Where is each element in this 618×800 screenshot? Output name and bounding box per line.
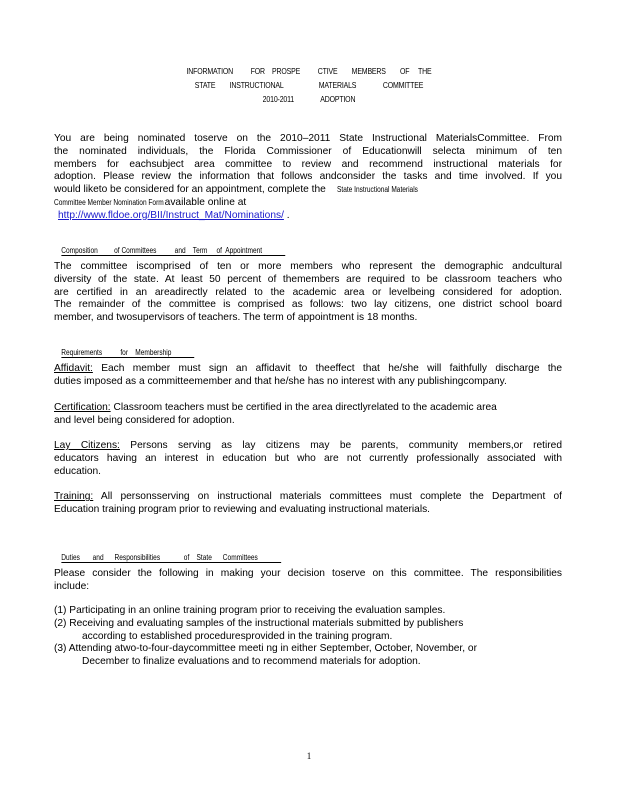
certification-label: Certification: bbox=[54, 402, 111, 413]
section-heading-composition bbox=[54, 237, 285, 264]
certification-line: and level being considered for adoption. bbox=[54, 414, 235, 426]
section-heading-text: Duties and Responsibilities of State Committees bbox=[61, 553, 280, 563]
lay-citizens-line: education. bbox=[54, 465, 102, 477]
affidavit-line bbox=[54, 363, 562, 376]
lay-citizens-paragraph bbox=[54, 440, 562, 478]
intro-line: the nominated individuals, the Florida Commissioner of Educationwill selecta minimum of ten bbox=[54, 145, 562, 157]
intro-line: adoption. Please review the information that follows andconsider the tasks and time involved. If you bbox=[54, 171, 562, 183]
lay-citizens-line: educators having an interest in education but who are not currently professionally associated with bbox=[54, 452, 562, 464]
form-name-text: State Instructional Materials bbox=[336, 185, 418, 195]
affidavit-line: duties imposed as a committeemember and that he/she has no interest with any publishingcompany. bbox=[54, 375, 507, 387]
document-title-line-2: STATE INSTRUCTIONAL MATERIALS COMMITTEE bbox=[194, 80, 424, 90]
affidavit-label: Affidavit: bbox=[54, 363, 93, 374]
list-item: (3) Attending atwo-to-four-daycommittee meeti ng in either September, October, November, or bbox=[54, 643, 477, 655]
intro-text: would liketo be considered for an appointment, complete the bbox=[54, 184, 326, 196]
certification-line bbox=[54, 402, 562, 415]
duties-line: Please consider the following in making your decision toserve on this committee. The responsibilities bbox=[54, 568, 562, 579]
composition-line: diversity of the state. At least 50 percent of themembers are required to be classroom teachers who bbox=[54, 273, 562, 285]
document-title-line-1: INFORMATION FOR PROSPE CTIVE MEMBERS OF THE bbox=[186, 66, 432, 76]
training-line: Education training program prior to reviewing and evaluating instructional materials. bbox=[54, 503, 431, 515]
intro-paragraph bbox=[54, 133, 562, 223]
composition-line: member, and twosupervisors of teachers. The term of appointment is 18 months. bbox=[54, 312, 418, 324]
composition-line: The remainder of the committee is comprised as follows: two lay citizens, one district school board bbox=[54, 299, 562, 311]
training-paragraph bbox=[54, 491, 562, 517]
section-heading-duties bbox=[54, 544, 281, 571]
list-item: (1) Participating in an online training program prior to receiving the evaluation samples. bbox=[54, 605, 446, 616]
page-number: 1 bbox=[306, 751, 312, 761]
responsibilities-list bbox=[54, 605, 562, 669]
affidavit-paragraph bbox=[54, 363, 562, 389]
list-item-continuation: December to finalize evaluations and to recommend materials for adoption. bbox=[82, 656, 421, 668]
intro-line bbox=[54, 184, 562, 197]
duties-paragraph bbox=[54, 568, 562, 594]
document-title-line-3: 2010-2011 ADOPTION bbox=[262, 94, 356, 104]
certification-paragraph bbox=[54, 402, 562, 428]
intro-line: members for eachsubject area committee to review and recommend instructional materials for bbox=[54, 158, 562, 170]
section-heading-text: Composition of Committees and Term of Appointment bbox=[61, 246, 285, 256]
intro-text: available online at bbox=[164, 196, 247, 208]
duties-line: include: bbox=[54, 580, 90, 592]
link-trailing-period: . bbox=[286, 209, 290, 221]
composition-line: The committee iscomprised of ten or more members who represent the demographic andcultural bbox=[54, 261, 562, 272]
composition-paragraph bbox=[54, 261, 562, 325]
nominations-link[interactable]: http://www.fldoe.org/BII/Instruct_Mat/Nominations/ bbox=[58, 209, 284, 221]
form-name-text: Committee Member Nomination Form bbox=[54, 197, 164, 207]
lay-citizens-line bbox=[54, 440, 562, 453]
training-label: Training: bbox=[54, 491, 94, 502]
section-heading-text: Requirements for Membership bbox=[61, 348, 194, 358]
training-line bbox=[54, 491, 562, 504]
intro-line bbox=[54, 210, 562, 223]
lay-citizens-text: Persons serving as lay citizens may be parents, community members,or retired bbox=[119, 440, 562, 451]
intro-line: You are being nominated toserve on the 2010–2011 State Instructional MaterialsCommittee. From bbox=[54, 133, 562, 144]
certification-text: Classroom teachers must be certified in the area directlyrelated to the academic area bbox=[110, 402, 497, 413]
section-heading-requirements bbox=[54, 339, 194, 366]
lay-citizens-label: Lay Citizens: bbox=[54, 440, 120, 451]
list-item-continuation: according to established proceduresprovided in the training program. bbox=[82, 630, 393, 642]
training-text: All personsserving on instructional materials committees must complete the Department of bbox=[93, 491, 562, 502]
list-item: (2) Receiving and evaluating samples of the instructional materials submitted by publishers bbox=[54, 617, 464, 629]
affidavit-text: Each member must sign an affidavit to theeffect that he/she will faithfully discharge the bbox=[92, 363, 562, 374]
intro-line bbox=[54, 197, 562, 210]
composition-line: are certified in an areadirectly related to the academic area or levelbeing considered for adoption. bbox=[54, 286, 562, 298]
